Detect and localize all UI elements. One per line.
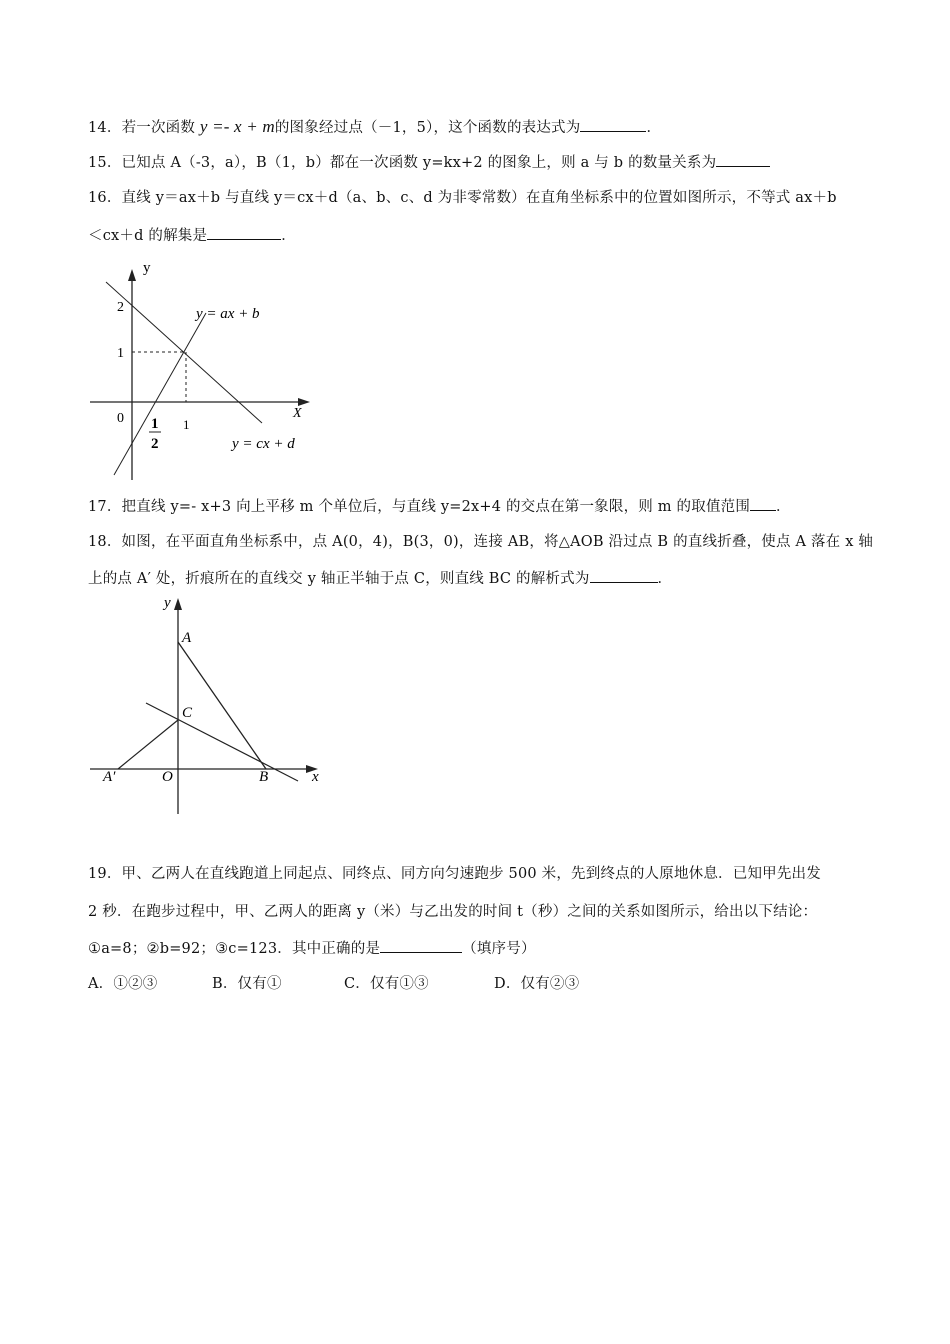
- q16-label-cd: y = cx + d: [232, 436, 295, 452]
- question-14: [88, 116, 661, 137]
- q19-text: ①a=8；②b=92；③c=123．其中正确的是: [88, 941, 381, 957]
- q14-answer-blank[interactable]: [580, 117, 646, 132]
- q18-text: 上的点 A′ 处，折痕所在的直线交 y 轴正半轴于点 C，则直线 BC 的解析式为: [88, 571, 590, 587]
- q16-half-numerator: 1: [151, 416, 159, 432]
- q16-answer-blank[interactable]: [207, 225, 281, 240]
- q16-y-label: y: [143, 260, 151, 276]
- q16-text: ＜cx＋d 的解集是: [88, 228, 208, 244]
- question-18-line2: [88, 567, 672, 588]
- q16-end: ．: [281, 228, 296, 244]
- q18-label-c: C: [182, 705, 193, 721]
- q16-tick-x1: 1: [183, 417, 190, 432]
- question-19-line1: 19．甲、乙两人在直线跑道上同起点、同终点、同方向匀速跑步 500 米，先到终点的人原地休息．已知甲先出发: [88, 866, 821, 882]
- q19-option-c[interactable]: C．仅有①③: [344, 976, 429, 992]
- q18-label-b: B: [259, 769, 269, 785]
- question-17: [88, 495, 791, 516]
- q14-pre: 若一次函数: [121, 120, 196, 136]
- q15-answer-blank[interactable]: [716, 152, 770, 167]
- q16-tick-y1: 1: [117, 346, 124, 361]
- q16-y-arrow-icon: [128, 269, 136, 281]
- q16-tick-y2: 2: [117, 300, 124, 315]
- q16-figure: [88, 255, 328, 489]
- q19-options: [88, 972, 579, 993]
- question-19-line3: [88, 937, 536, 958]
- q18-x-label: x: [312, 769, 319, 785]
- q16-x-label: X: [293, 406, 302, 421]
- q17-end: ．: [776, 499, 791, 515]
- q19-suffix: （填序号）: [462, 941, 536, 957]
- q19-option-b[interactable]: B．仅有①: [212, 976, 282, 992]
- q19-option-a[interactable]: A．①②③: [88, 976, 158, 992]
- q18-label-a: A: [182, 630, 192, 646]
- q14-end: ．: [646, 120, 662, 136]
- question-19-line2: 2 秒．在跑步过程中，甲、乙两人的距离 y（米）与乙出发的时间 t（秒）之间的关系如图所示，给出以下结论：: [88, 904, 818, 920]
- question-18-line1: 18．如图，在平面直角坐标系中，点 A(0，4)，B(3，0)，连接 AB，将△AOB 沿过点 B 的直线折叠，使点 A 落在 x 轴: [88, 534, 874, 550]
- q18-label-o: O: [162, 769, 173, 785]
- q18-y-arrow-icon: [174, 598, 182, 610]
- q14-expression: y =- x + m: [199, 117, 275, 136]
- q15-text: 15．已知点 A（-3，a），B（1，b）都在一次函数 y=kx+2 的图象上，则 a 与 b 的数量关系为: [88, 155, 717, 171]
- q18-answer-blank[interactable]: [590, 568, 658, 583]
- q18-end: ．: [657, 571, 673, 587]
- q18-figure: [88, 592, 338, 826]
- q16-label-ab: y = ax + b: [196, 306, 260, 322]
- q16-line-ab: [114, 313, 206, 475]
- q14-post: 的图象经过点（－1，5），这个函数的表达式为: [274, 120, 581, 136]
- q16-half-denominator: 2: [151, 436, 159, 452]
- q14-number: 14．: [88, 120, 122, 136]
- q19-option-d[interactable]: D．仅有②③: [494, 976, 580, 992]
- q18-segment-a-prime-c: [118, 720, 178, 769]
- question-16-line1: 16．直线 y＝ax＋b 与直线 y＝cx＋d（a、b、c、d 为非零常数）在直角坐标系中的位置如图所示，不等式 ax＋b: [88, 190, 837, 206]
- q16-x-arrow-icon: [298, 398, 310, 406]
- q17-text: 17．把直线 y=- x+3 向上平移 m 个单位后，与直线 y=2x+4 的交点在第一象限，则 m 的取值范围: [88, 499, 751, 515]
- q18-label-a-prime: A′: [103, 769, 116, 785]
- q16-origin-label: 0: [117, 411, 124, 426]
- question-16-line2: [88, 224, 296, 245]
- question-15: [88, 151, 770, 172]
- q17-answer-blank[interactable]: [750, 496, 776, 511]
- q19-answer-blank[interactable]: [380, 938, 462, 953]
- q18-y-label: y: [164, 595, 171, 611]
